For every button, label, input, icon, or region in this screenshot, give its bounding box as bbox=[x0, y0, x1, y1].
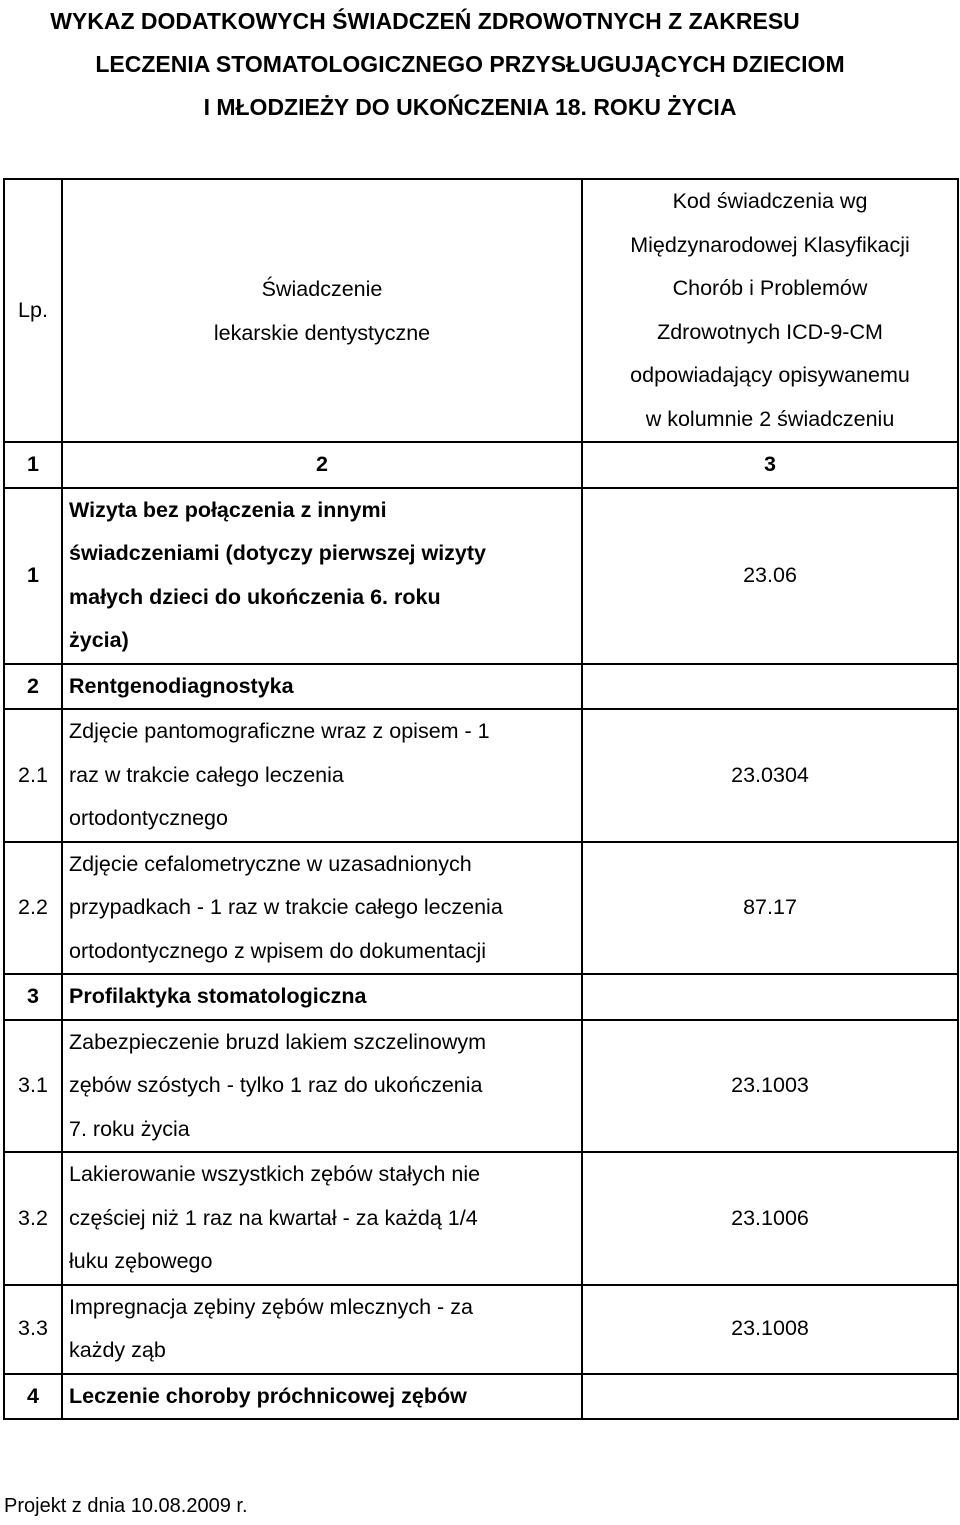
row-code: 23.1006 bbox=[582, 1152, 958, 1285]
description-line: ortodontycznego bbox=[69, 806, 228, 830]
row-code: 23.1003 bbox=[582, 1020, 958, 1153]
table-row bbox=[4, 488, 958, 664]
header-code-line-1: Kod świadczenia wg bbox=[672, 189, 868, 213]
row-lp: 3.3 bbox=[4, 1285, 62, 1374]
row-description bbox=[62, 488, 582, 664]
description-line: Zdjęcie cefalometryczne w uzasadnionych bbox=[69, 851, 472, 876]
description-line: Lakierowanie wszystkich zębów stałych nie bbox=[69, 1162, 481, 1186]
column-number-row bbox=[4, 442, 958, 488]
row-code: 87.17 bbox=[582, 842, 958, 975]
footer-note: Projekt z dnia 10.08.2009 r. bbox=[4, 1495, 248, 1517]
row-lp: 2 bbox=[4, 664, 62, 710]
description-line: świadczeniami (dotyczy pierwszej wizyty bbox=[69, 541, 487, 565]
header-code bbox=[582, 179, 958, 442]
column-number-1: 1 bbox=[4, 442, 62, 488]
row-lp: 3.1 bbox=[4, 1020, 62, 1153]
table-row bbox=[4, 709, 958, 842]
header-service-line-1: Świadczenie bbox=[261, 276, 383, 301]
header-code-line-2: Międzynarodowej Klasyfikacji bbox=[630, 232, 910, 257]
section-title: Leczenie choroby próchnicowej zębów bbox=[62, 1374, 582, 1420]
row-code: 23.06 bbox=[582, 488, 958, 664]
row-code: 23.1008 bbox=[582, 1285, 958, 1374]
section-title: Profilaktyka stomatologiczna bbox=[62, 974, 582, 1020]
title-line-1: WYKAZ DODATKOWYCH ŚWIADCZEŃ ZDROWOTNYCH Z ZAKRESU bbox=[50, 8, 800, 34]
description-line: zębów szóstych - tylko 1 raz do ukończenia bbox=[69, 1073, 483, 1097]
table-row bbox=[4, 1285, 958, 1374]
section-row bbox=[4, 1374, 958, 1420]
description-line: Impregnacja zębiny zębów mlecznych - za bbox=[69, 1294, 473, 1319]
description-line: życia) bbox=[69, 628, 129, 652]
column-number-2: 2 bbox=[62, 442, 582, 488]
section-title: Rentgenodiagnostyka bbox=[62, 664, 582, 710]
header-code-line-3: Chorób i Problemów bbox=[672, 276, 868, 300]
table-row bbox=[4, 1020, 958, 1153]
row-code-empty bbox=[582, 664, 958, 710]
benefits-table bbox=[3, 178, 959, 1420]
row-code: 23.0304 bbox=[582, 709, 958, 842]
section-row bbox=[4, 974, 958, 1020]
description-line: przypadkach - 1 raz w trakcie całego leczenia bbox=[69, 895, 503, 919]
header-code-line-5: odpowiadający opisywanemu bbox=[630, 363, 910, 387]
header-row bbox=[4, 179, 958, 442]
description-line: każdy ząb bbox=[69, 1338, 166, 1362]
row-lp: 3 bbox=[4, 974, 62, 1020]
row-lp: 4 bbox=[4, 1374, 62, 1420]
table-row bbox=[4, 842, 958, 975]
column-number-3: 3 bbox=[582, 442, 958, 488]
row-description bbox=[62, 1285, 582, 1374]
table-row bbox=[4, 1152, 958, 1285]
description-line: małych dzieci do ukończenia 6. roku bbox=[69, 584, 441, 609]
title-line-2: LECZENIA STOMATOLOGICZNEGO PRZYSŁUGUJĄCYCH DZIECIOM bbox=[95, 51, 845, 77]
row-description bbox=[62, 709, 582, 842]
document-title bbox=[0, 0, 960, 129]
section-row bbox=[4, 664, 958, 710]
description-line: Zabezpieczenie bruzd lakiem szczelinowym bbox=[69, 1029, 487, 1054]
header-service-line-2: lekarskie dentystyczne bbox=[213, 320, 431, 345]
row-code-empty bbox=[582, 1374, 958, 1420]
header-code-line-6: w kolumnie 2 świadczeniu bbox=[645, 406, 895, 431]
row-description bbox=[62, 842, 582, 975]
row-description bbox=[62, 1152, 582, 1285]
description-line: raz w trakcie całego leczenia bbox=[69, 762, 344, 787]
header-code-line-4: Zdrowotnych ICD-9-CM bbox=[657, 319, 883, 344]
description-line: częściej niż 1 raz na kwartał - za każdą 1/4 bbox=[69, 1205, 478, 1230]
row-lp: 1 bbox=[4, 488, 62, 664]
description-line: łuku zębowego bbox=[69, 1249, 213, 1273]
description-line: ortodontycznego z wpisem do dokumentacji bbox=[69, 938, 487, 963]
row-lp: 2.1 bbox=[4, 709, 62, 842]
title-line-3: I MŁODZIEŻY DO UKOŃCZENIA 18. ROKU ŻYCIA bbox=[203, 94, 737, 120]
row-code-empty bbox=[582, 974, 958, 1020]
row-description bbox=[62, 1020, 582, 1153]
description-line: Wizyta bez połączenia z innymi bbox=[69, 497, 387, 522]
row-lp: 2.2 bbox=[4, 842, 62, 975]
header-lp: Lp. bbox=[4, 179, 62, 442]
header-service bbox=[62, 179, 582, 442]
row-lp: 3.2 bbox=[4, 1152, 62, 1285]
description-line: 7. roku życia bbox=[69, 1116, 190, 1141]
description-line: Zdjęcie pantomograficzne wraz z opisem - 1 bbox=[69, 719, 490, 743]
